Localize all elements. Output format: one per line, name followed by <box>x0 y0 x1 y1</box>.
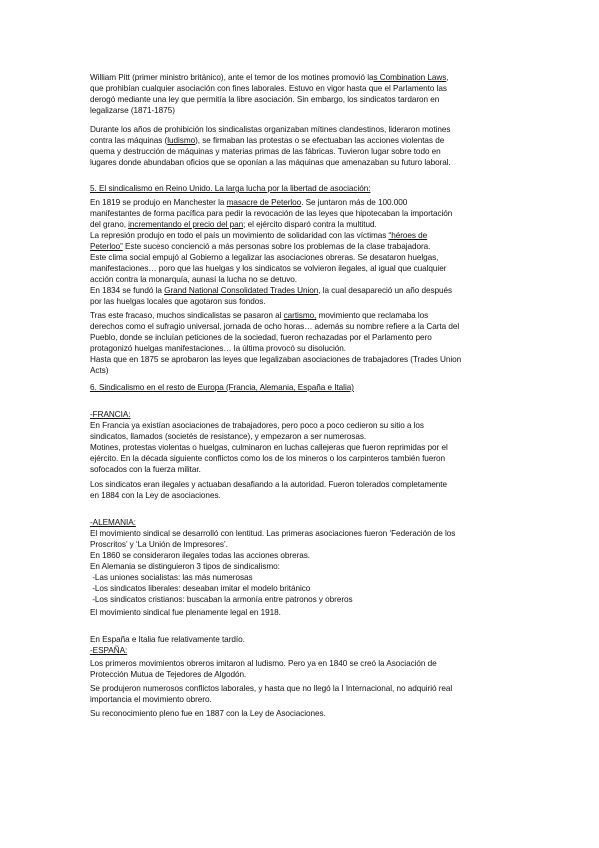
section-6-heading: 6. Sindicalismo en el resto de Europa (Francia, Alemania, España e Italia) <box>90 383 354 392</box>
text-line: El movimiento sindical se desarrolló con lentitud. Las primeras asociaciones fueron ‘Federación de los <box>90 529 456 538</box>
text-line <box>90 197 407 208</box>
text-line <box>90 365 108 376</box>
text-line <box>90 208 452 219</box>
text-run: quema y destrucción de máquinas y materias primas de las fábricas. Tuvieron lugar sobre todo en <box>90 147 441 156</box>
text-run: Acts) <box>90 366 109 375</box>
text-run: ; el ejército disparó contra la multitud. <box>243 220 377 229</box>
text-line <box>90 219 377 230</box>
text-run: derogó mediante una ley que permitía la libre asociación. Sin embargo, los sindicatos tardaron en <box>90 95 440 104</box>
text-line: En Alemania se distinguieron 3 tipos de sindicalismo: <box>90 562 280 571</box>
text-line <box>90 274 297 285</box>
text-line <box>90 263 446 274</box>
text-line: El movimiento sindical fue plenamente legal en 1918. <box>90 608 281 617</box>
text-line: Su reconocimiento pleno fue en 1887 con la Ley de Asociaciones. <box>90 709 326 718</box>
text-line <box>90 94 439 105</box>
text-line <box>90 83 447 94</box>
text-line <box>90 105 175 116</box>
term-precio-pan: incrementando el precio del pan <box>128 220 244 229</box>
text-line: Los primeros movimientos obreros imitaron al ludismo. Pero ya en 1840 se creó la Asociación de <box>90 659 437 668</box>
text-line <box>90 230 427 241</box>
text-line: Motines, protestas violentas o huelgas, culminaron en luchas callejeras que fueron reprimidas por el <box>90 443 448 452</box>
text-run: Tras este fracaso, muchos sindicalistas se pasaron al <box>90 311 284 320</box>
text-line <box>90 285 452 296</box>
section-5-heading: 5. El sindicalismo en Reino Unido. La larga lucha por la libertad de asociación: <box>90 184 371 193</box>
text-run: , la cual desapareció un año después <box>318 286 453 295</box>
text-line <box>90 157 451 168</box>
text-run: En 1819 se produjo en Manchester la <box>90 198 227 207</box>
text-run: manifestaciones… poro que las huelgas y los sindicatos se volvieron ilegales, al igual que cualquier <box>90 264 447 273</box>
text-line: ejército. En la década siguiente conflictos como los de los mineros o los carpinteros también fueron <box>90 454 445 463</box>
text-run: Este suceso concienció a más personas sobre los problemas de la clase trabajadora. <box>122 242 431 251</box>
text-line <box>90 72 449 83</box>
text-run: Pueblo, donde se incluían peticiones de la sociedad, fueron rechazadas por el Parlamento pero <box>90 333 432 342</box>
text-line <box>90 332 432 343</box>
text-run: contra las máquinas ( <box>90 136 168 145</box>
text-run: manifestantes de forma pacífica para pedir la revocación de las leyes que hipotecaban la importación <box>90 209 453 218</box>
list-item: -Las uniones socialistas: las más numerosas <box>90 573 253 582</box>
text-run: Durante los años de prohibición los sindicalistas organizaban mítines clandestinos, lideraron motines <box>90 125 451 134</box>
text-run: derechos como el sufragio universal, jornada de ocho horas… además su nombre refiere a la Carta del <box>90 322 460 331</box>
text-run: movimiento que reclamaba los <box>316 311 429 320</box>
text-line <box>90 321 459 332</box>
text-line <box>90 354 461 365</box>
term-ludismo: ludismo <box>167 136 196 145</box>
term-gnctu: Grand National Consolidated Trades Union <box>164 286 319 295</box>
term-heroes: “héroes de <box>388 231 428 240</box>
text-run: legalizarse (1871-1875) <box>90 106 175 115</box>
text-line <box>90 241 430 252</box>
list-item: -Los sindicatos liberales: deseaban imitar el modelo británico <box>90 584 311 593</box>
text-line: Los sindicatos eran ilegales y actuaban desafiando a la autoridad. Fueron tolerados completamente <box>90 480 447 489</box>
list-item: -Los sindicatos cristianos: buscaban la armonía entre patronos y obreros <box>90 595 353 604</box>
text-line: En 1860 se consideraron ilegales todas las acciones obreras. <box>90 551 311 560</box>
text-run: Este clima social empujó al Gobierno a legalizar las asociaciones obreras. Se desataron huelgas, <box>90 253 439 262</box>
text-run: Hasta que en 1875 se aprobaron las leyes que legalizaban asociaciones de trabajadores (Trades Union <box>90 355 462 364</box>
text-line: Protección Mutua de Tejedores de Algodón. <box>90 670 247 679</box>
text-run: acción contra la monarquía, aunasí la lucha no se detuvo. <box>90 275 297 284</box>
text-run: En 1834 se fundó la <box>90 286 165 295</box>
link-combination-laws: s Combination Laws <box>373 73 447 82</box>
text-line: sofocados con la fuerza militar. <box>90 465 201 474</box>
term-peterloo: masacre de Peterloo <box>226 198 302 207</box>
term-heroes-cont: Peterloo” <box>90 242 123 251</box>
text-line <box>90 124 450 135</box>
spain-heading: -ESPAÑA: <box>90 646 128 655</box>
text-line: en 1884 con la Ley de asociaciones. <box>90 491 221 500</box>
text-run: ), se firmaban las protestas o se efectuaban las acciones violentas de <box>195 136 445 145</box>
text-run: lugares donde abundaban oficios que se oponían a las máquinas que amenazaban su futuro laboral. <box>90 158 451 167</box>
text-line <box>90 135 444 146</box>
text-line <box>90 343 346 354</box>
text-run: . Se juntaron más de 100.000 <box>301 198 408 207</box>
term-cartismo: cartismo, <box>283 311 317 320</box>
text-line <box>90 252 438 263</box>
text-line <box>90 296 266 307</box>
france-heading: -FRANCIA: <box>90 410 131 419</box>
text-line: sindicatos, llamados (societés de resistance), y empezaron a ser numerosas. <box>90 432 367 441</box>
text-line: importancia el movimiento obrero. <box>90 695 212 704</box>
text-line: Proscritos’ y ‘La Unión de Impresores’. <box>90 540 228 549</box>
text-run: , <box>446 73 449 82</box>
text-run: por las huelgas locales que agotaron sus fondos. <box>90 297 266 306</box>
text-line: En Francia ya existían asociaciones de trabajadores, pero poco a poco cedieron su sitio a los <box>90 421 424 430</box>
text-run: que prohibían cualquier asociación con fines laborales. Estuvo en vigor hasta que el Parlamento las <box>90 84 447 93</box>
text-run: William Pitt (primer ministro británico), ante el temor de los motines promovió la <box>90 73 374 82</box>
germany-heading: -ALEMANIA: <box>90 518 136 527</box>
text-line <box>90 146 441 157</box>
text-run: protagonizó huelgas manifestaciones… la última provocó su disolución. <box>90 344 346 353</box>
text-run: del grano, <box>90 220 129 229</box>
text-line <box>90 310 428 321</box>
text-run: La represión produjo en todo el país un movimiento de solidaridad con las víctimas <box>90 231 389 240</box>
text-line: En España e Italia fue relativamente tardío. <box>90 635 245 644</box>
text-line: Se produjeron numerosos conflictos laborales, y hasta que no llegó la I Internacional, no adquirió real <box>90 684 453 693</box>
